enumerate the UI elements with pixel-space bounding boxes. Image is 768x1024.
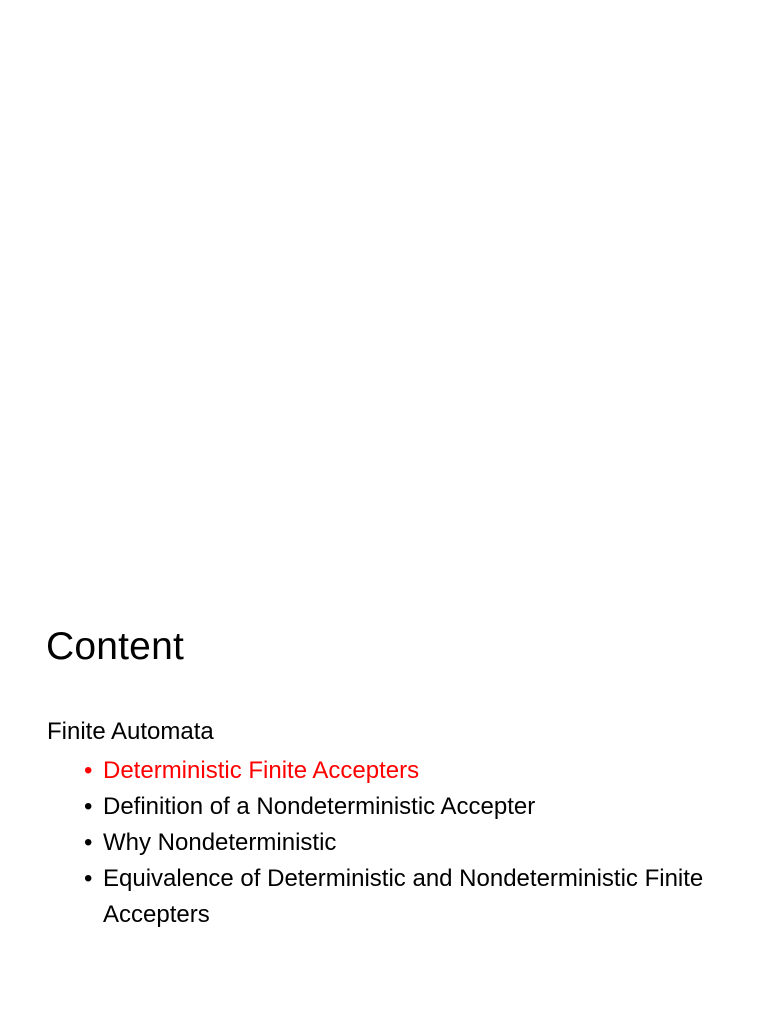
bullet-text: Equivalence of Deterministic and Nondeterministic Finite Accepters [103, 865, 704, 928]
bullet-icon: • [84, 793, 93, 820]
bullet-item-why-nondeterministic [84, 825, 744, 861]
bullet-icon: • [84, 757, 93, 784]
bullet-item-deterministic-finite-accepters [84, 753, 744, 789]
bullet-item-equivalence [84, 861, 744, 933]
bullet-text: Why Nondeterministic [103, 829, 337, 856]
bullet-list [84, 753, 744, 933]
bullet-item-definition-nondeterministic-accepter [84, 789, 744, 825]
bullet-text: Definition of a Nondeterministic Accepter [103, 793, 536, 820]
section-heading: Finite Automata [47, 718, 214, 745]
bullet-text: Deterministic Finite Accepters [103, 757, 420, 784]
slide-title: Content [46, 625, 184, 668]
bullet-icon: • [84, 865, 93, 892]
bullet-icon: • [84, 829, 93, 856]
